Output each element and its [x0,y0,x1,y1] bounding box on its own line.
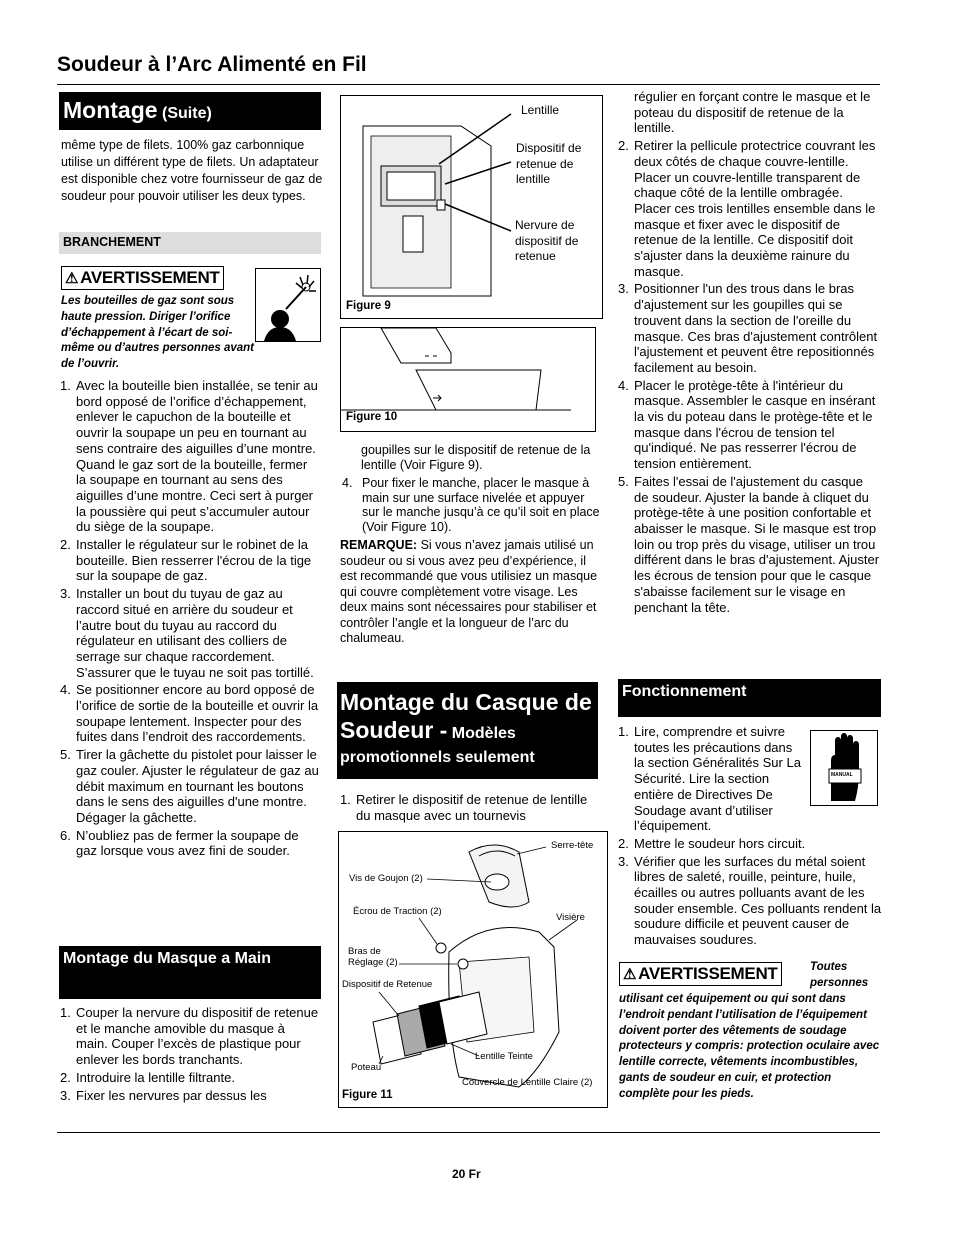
masque-step-4 [340,476,600,536]
masque-section-header: Montage du Masque a Main [59,946,321,999]
intro-paragraph: même type de filets. 100% gaz carbonnique utilise un différent type de filets. Un adaptateur est disponible chez votre fournisseur de gaz de soudeur pour pouvoir utiliser les deux types. [61,138,323,203]
warning-badge: ⚠ AVERTISSEMENT [619,962,782,986]
document-title: Soudeur à l’Arc Alimenté en Fil [57,53,367,76]
list-item: 3. Fixer les nervures par dessus les [60,1087,267,1103]
callout-lentille: Lentille [521,103,560,117]
figure-9 [340,95,603,319]
figure-11-caption: Figure 11 [342,1089,393,1101]
header-rule [57,84,880,85]
list-item: 1. Lire, comprendre et suivre toutes les précautions dans la section Généralités Sur La Sécurité. Lire la section entière de Directives De Soudage avant d’utiliser l’équipement. [618,724,801,834]
warning-triangle-icon: ⚠ [65,270,79,287]
page-number: 20 Fr [452,1167,481,1181]
callout-serre-tete: Serre-tête [551,840,594,851]
list-item: 4. Pour fixer le manche, placer le masque à main sur une surface nivelée et appuyer sur le manche jusqu’à ce qu’il soit en place (Voir Figure 10). [342,476,600,534]
callout-visiere: Visière [556,912,585,923]
casque-section-header: Montage du Casque de Soudeur - Modèles promotionnels seulement [337,682,598,779]
list-item: 5. Tirer la gâchette du pistolet pour laisser le gaz couler. Ajuster le régulateur de gaz au débit maximum en tournant les boutons dans le sens des aiguilles d'une montre. Dégager la gâchette. [60,747,319,825]
list-item: 2. Mettre le soudeur hors circuit. [618,835,806,851]
list-item: 1. Avec la bouteille bien installée, se tenir au bord opposé de l’orifice d’échappement, enlever le capuchon de la bouteille et ouvrir la soupape un peu en tournant au sens contraire des aiguilles d’une montre. Quand le gaz sort de la bouteille, fermer la soupape en tournant au sens des aiguilles d’une montre. Ceci sert à purger la poussière qui peut s’accumuler autour du siège de la soupape. [60,378,318,535]
callout-ecrou: Écrou de Traction (2) [353,906,442,917]
callout-vis: Vis de Goujon (2) [349,873,423,884]
figure-10 [340,327,596,432]
callout-poteau: Poteau [351,1062,382,1073]
list-item: 1. Retirer le dispositif de retenue de lentille du masque avec un tournevis [340,792,588,823]
callout-nervure: Nervure de dispositif de retenue [515,218,579,263]
warning-text: Les bouteilles de gaz sont sous haute pression. Diriger l’orifice d’échappement à l’écart de soi-même ou d’autres personnes avant de l’ouvrir. [61,295,255,371]
manual-label: MANUAL [831,772,853,778]
fonctionnement-section-header: Fonctionnement [618,679,881,717]
fonctionnement-steps [616,724,882,950]
section-title: Montage [63,97,158,123]
casque-steps-continued [616,89,880,617]
figure-10-caption: Figure 10 [346,411,398,423]
callout-lentille: Lentille Teinte [475,1051,533,1062]
warning-text-a: Toutes personnes [810,961,869,989]
footer-rule [57,1132,880,1133]
callout-bras: Bras de Réglage (2) [348,946,398,968]
list-item: 3. Vérifier que les surfaces du métal soient libres de saleté, rouille, peinture, huile, écailles ou autres polluants avant de les souder ensemble. Ces polluants rendent la soudure difficile et peuvent causer de mauvaises soudures. [618,853,882,948]
list-item: 5. Faites l'essai de l'ajustement du casque de soudeur. Ajuster la bande à cliquet du protège-tête à une position confortable et abaisser le masque. Si le masque est trop loin ou trop près du visage, utiliser un trou différent dans le bras d'ajustement. Ajuster les écrous de tension pour que le casque s'abaisse facilement sur le visage en penchant la tête. [618,473,880,615]
warning-triangle-icon: ⚠ [623,966,637,983]
warning-badge: ⚠ AVERTISSEMENT [61,266,224,290]
callout-couvercle: Couvercle de Lentille Claire (2) [462,1077,593,1088]
list-item: 2. Retirer la pellicule protectrice couvrant les deux côtés de chaque couvre-lentille. Placer un couvre-lentille transparent de chaque côté de la lentille ombragée. Placer ces trois lentilles ensemble dans le masque et fixer avec le dispositif de retenue de la lentille. Ce dispositif doit s'ajuster dans la deuxième rainure du masque. [618,138,876,279]
list-item: 2. Installer le régulateur sur le robinet de la bouteille. Bien resserrer l'écrou de la tige sur la soupape de gaz. [60,537,312,584]
list-item: 4. Placer le protège-tête à l'intérieur du masque. Assembler le casque en insérant la vis du poteau dans le protège-tête et le masque dans l'écrou de tension tel qu'indiqué. Ne pas resserrer l'écrou de tension entièrement. [618,377,876,472]
remarque-label: REMARQUE: [340,538,418,552]
warning-box-2 [619,962,782,986]
list-item: 1. Couper la nervure du dispositif de retenue et le manche amovible du masque à main. Couper l’excès de plastique pour enlever les bords tranchants. [60,1005,319,1068]
figure-11 [338,831,608,1108]
callout-dispositif: Dispositif de retenue de lentille [516,141,582,186]
masque-steps [58,1005,320,1105]
section-suffix: (Suite) [162,105,212,122]
casque-steps [338,792,600,825]
list-item: 3. Positionner l'un des trous dans le bras d'ajustement sur les goupilles qui se trouvent dans la section de l'oreille du masque. Ces bras d'ajustement contrôlent l'ajustement et peuvent être repositionnés facilement au besoin. [618,281,878,375]
list-item: 4. Se positionner encore au bord opposé de l’orifice de sortie de la bouteille et ouvrir la soupape lentement. Inspecter pour des fuites dans l’endroit des raccordements. [60,682,319,745]
branchement-steps [58,378,320,861]
montage-section-header [59,92,321,130]
warning-text-b: utilisant cet équipement ou qui sont dans l’endroit pendant l’utilisation de l’équipement doivent porter des vêtements de soudage protecteurs y compris: protection oculaire avec lentille correcte, vêtements incombustibles, gants de soudeur en cuir, et protection complète pour les pieds. [619,993,880,1100]
list-item: 6. N’oubliez pas de fermer la soupape de gaz lorsque vous avez fini de souder. [60,827,299,859]
branchement-subhead: BRANCHEMENT [59,232,321,254]
pressure-warning-icon [255,268,321,342]
list-item: 3. Installer un bout du tuyau de gaz au raccord situé en arrière du soudeur et l’autre bout du tuyau au raccord du régulateur en utilisant des colliers de serrage sur chaque raccordement. S’assurer que le tuyau ne soit pas tortillé. [60,586,314,680]
list-item: 2. Introduire la lentille filtrante. [60,1069,235,1085]
warning-box [61,266,224,290]
figure-9-caption: Figure 9 [346,300,391,312]
list-item: régulier en forçant contre le masque et le poteau du dispositif de retenue de la lentille. [634,89,871,136]
callout-dispositif: Dispositif de Retenue [342,979,433,990]
continued-step: goupilles sur le dispositif de retenue de la lentille (Voir Figure 9). [361,443,591,472]
remarque-paragraph: REMARQUE: Si vous n’avez jamais utilisé un soudeur ou si vous avez peu d’expérience, il est recommandé que vous utilisiez un masque qui couvre complètement votre visage. Les deux mains sont nécessaires pour stabiliser et contrôler l’angle et la longueur de l’arc du chalumeau. [340,538,598,645]
